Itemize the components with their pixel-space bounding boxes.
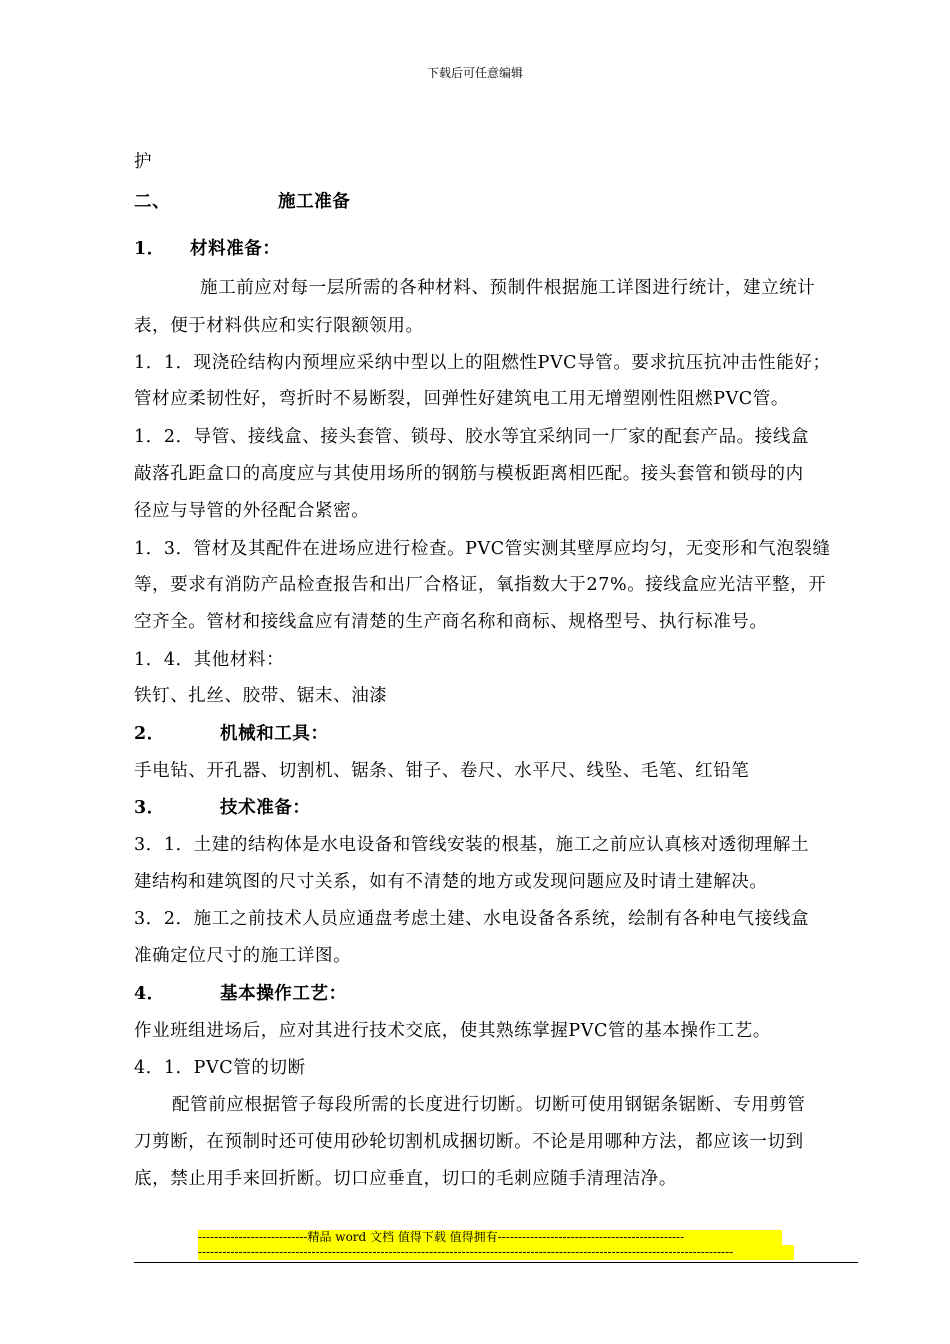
paragraph-line: 等，要求有消防产品检查报告和出厂合格证，氧指数大于27%。接线盒应光洁平整，开: [134, 575, 827, 595]
paragraph-line: 管材应柔韧性好，弯折时不易断裂，回弹性好建筑电工用无增塑刚性阻燃PVC管。: [134, 389, 789, 409]
subsection-number: 2．: [134, 724, 165, 744]
paragraph-line: 空齐全。管材和接线盒应有清楚的生产商名称和商标、规格型号、执行标准号。: [134, 612, 768, 632]
paragraph-line: 4．1．PVC管的切断: [134, 1058, 306, 1078]
paragraph-line: 3．2．施工之前技术人员应通盘考虑土建、水电设备各系统，绘制有各种电气接线盒: [134, 909, 810, 929]
paragraph-line: 刀剪断，在预制时还可使用砂轮切割机成捆切断。不论是用哪种方法，都应该一切到: [134, 1132, 804, 1152]
subsection-number: 3．: [134, 798, 165, 818]
paragraph-line: 底，禁止用手来回折断。切口应垂直，切口的毛刺应随手清理洁净。: [134, 1169, 677, 1189]
page-header: 下载后可任意编辑: [426, 66, 523, 80]
subsection-title: 材料准备：: [190, 239, 281, 259]
subsection-title: 机械和工具：: [220, 724, 329, 744]
paragraph-line: 施工前应对每一层所需的各种材料、预制件根据施工详图进行统计，建立统计: [200, 278, 816, 298]
paragraph-line: 径应与导管的外径配合紧密。: [134, 501, 370, 521]
paragraph-line: 建结构和建筑图的尺寸关系，如有不清楚的地方或发现问题应及时请土建解决。: [134, 872, 768, 892]
paragraph-line: 3．1．土建的结构体是水电设备和管线安装的根基，施工之前应认真核对透彻理解土: [134, 835, 810, 855]
paragraph-line: 1．2．导管、接线盒、接头套管、锁母、胶水等宜采纳同一厂家的配套产品。接线盒: [134, 427, 810, 447]
paragraph-line: 1．4．其他材料：: [134, 650, 285, 670]
footer-banner-line-2: ------------------------------------------------------------------------------------------------------------------------------------: [198, 1245, 794, 1260]
section-title: 施工准备: [278, 192, 351, 212]
paragraph-line: 作业班组进场后，应对其进行技术交底，使其熟练掌握PVC管的基本操作工艺。: [134, 1021, 771, 1041]
footer-divider: [134, 1262, 858, 1263]
subsection-title: 基本操作工艺：: [220, 984, 347, 1004]
paragraph-line: 铁钉、扎丝、胶带、锯末、油漆: [134, 686, 388, 706]
paragraph-line: 配管前应根据管子每段所需的长度进行切断。切断可使用钢锯条锯断、专用剪管: [172, 1095, 806, 1115]
subsection-title: 技术准备：: [220, 798, 311, 818]
paragraph-line: 手电钻、开孔器、切割机、锯条、钳子、卷尺、水平尺、线坠、毛笔、红铅笔: [134, 761, 750, 781]
paragraph-line: 1．3．管材及其配件在进场应进行检查。PVC管实测其壁厚应均匀，无变形和气泡裂缝: [134, 539, 831, 559]
paragraph-line: 表，便于材料供应和实行限额领用。: [134, 316, 424, 336]
paragraph-line: 准确定位尺寸的施工详图。: [134, 946, 352, 966]
paragraph-line: 1．1．现浇砼结构内预埋应采纳中型以上的阻燃性PVC导管。要求抗压抗冲击性能好；: [134, 353, 831, 373]
text-line: 护: [134, 152, 153, 172]
footer-banner-line-1: ---------------------------精品 word 文档 值得下载 值得拥有----------------------------------------------: [198, 1230, 782, 1245]
subsection-number: 4．: [134, 984, 165, 1004]
section-number: 二、: [134, 192, 171, 212]
paragraph-line: 敲落孔距盒口的高度应与其使用场所的钢筋与模板距离相匹配。接头套管和锁母的内: [134, 464, 804, 484]
subsection-number: 1．: [134, 239, 165, 259]
